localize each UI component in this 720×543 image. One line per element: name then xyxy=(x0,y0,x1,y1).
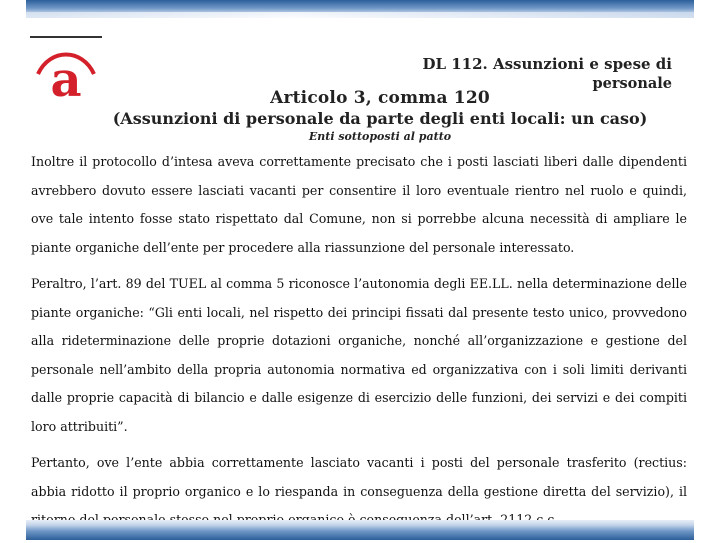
logo-letter: a xyxy=(50,52,82,100)
body-text xyxy=(31,148,687,543)
subtitle-note: Enti sottoposti al patto xyxy=(308,130,452,143)
title-line-1: DL 112. Assunzioni e spese di xyxy=(422,55,672,73)
subtitle-topic: (Assunzioni di personale da parte degli enti locali: un caso) xyxy=(112,109,648,128)
paragraph-3: Pertanto, ove l’ente abbia correttamente lasciato vacanti i posti del personale trasferito (rectius: abbia ridotto il proprio organico e lo riespanda in conseguenza della gestione diretta del servizio), il xyxy=(31,455,687,499)
bottom-decorative-band xyxy=(26,520,694,540)
paragraph-1: Inoltre il protocollo d’intesa aveva correttamente precisato che i posti lasciati liberi dalle dipendenti avrebbero dovuto essere lasciati vacanti per consentire il loro eventuale rientro nel ruolo e quindi, ove tale intento fosse stato rispettato dal Comune, non si porrebbe alcuna necessità di ampliare le piante organiche dell’ente per procedere alla riassunzione del personale interessato. xyxy=(31,154,687,255)
paragraph-2: Peraltro, l’art. 89 del TUEL al comma 5 riconosce l’autonomia degli EE.LL. nella determinazione delle piante organiche: “Gli enti locali, nel rispetto dei principi fissati dal presente testo unico, provvedono alla rideterminazione delle proprie dotazioni organiche, nonché all’organizzazione e gestione del personale nell’ambito della propria autonomia normativa ed organizzativa con i soli limiti derivanti dalle proprie capacità di bilancio e dalle esigenze di esercizio delle funzioni, dei servizi e dei compiti loro attribuiti”. xyxy=(31,276,687,434)
logo-rule xyxy=(30,36,102,38)
subtitle-article: Articolo 3, comma 120 xyxy=(270,88,490,108)
top-decorative-band xyxy=(26,0,694,18)
slide-subtitle xyxy=(100,87,660,144)
title-line-2: personale xyxy=(592,75,672,92)
logo-a-icon xyxy=(30,44,102,100)
